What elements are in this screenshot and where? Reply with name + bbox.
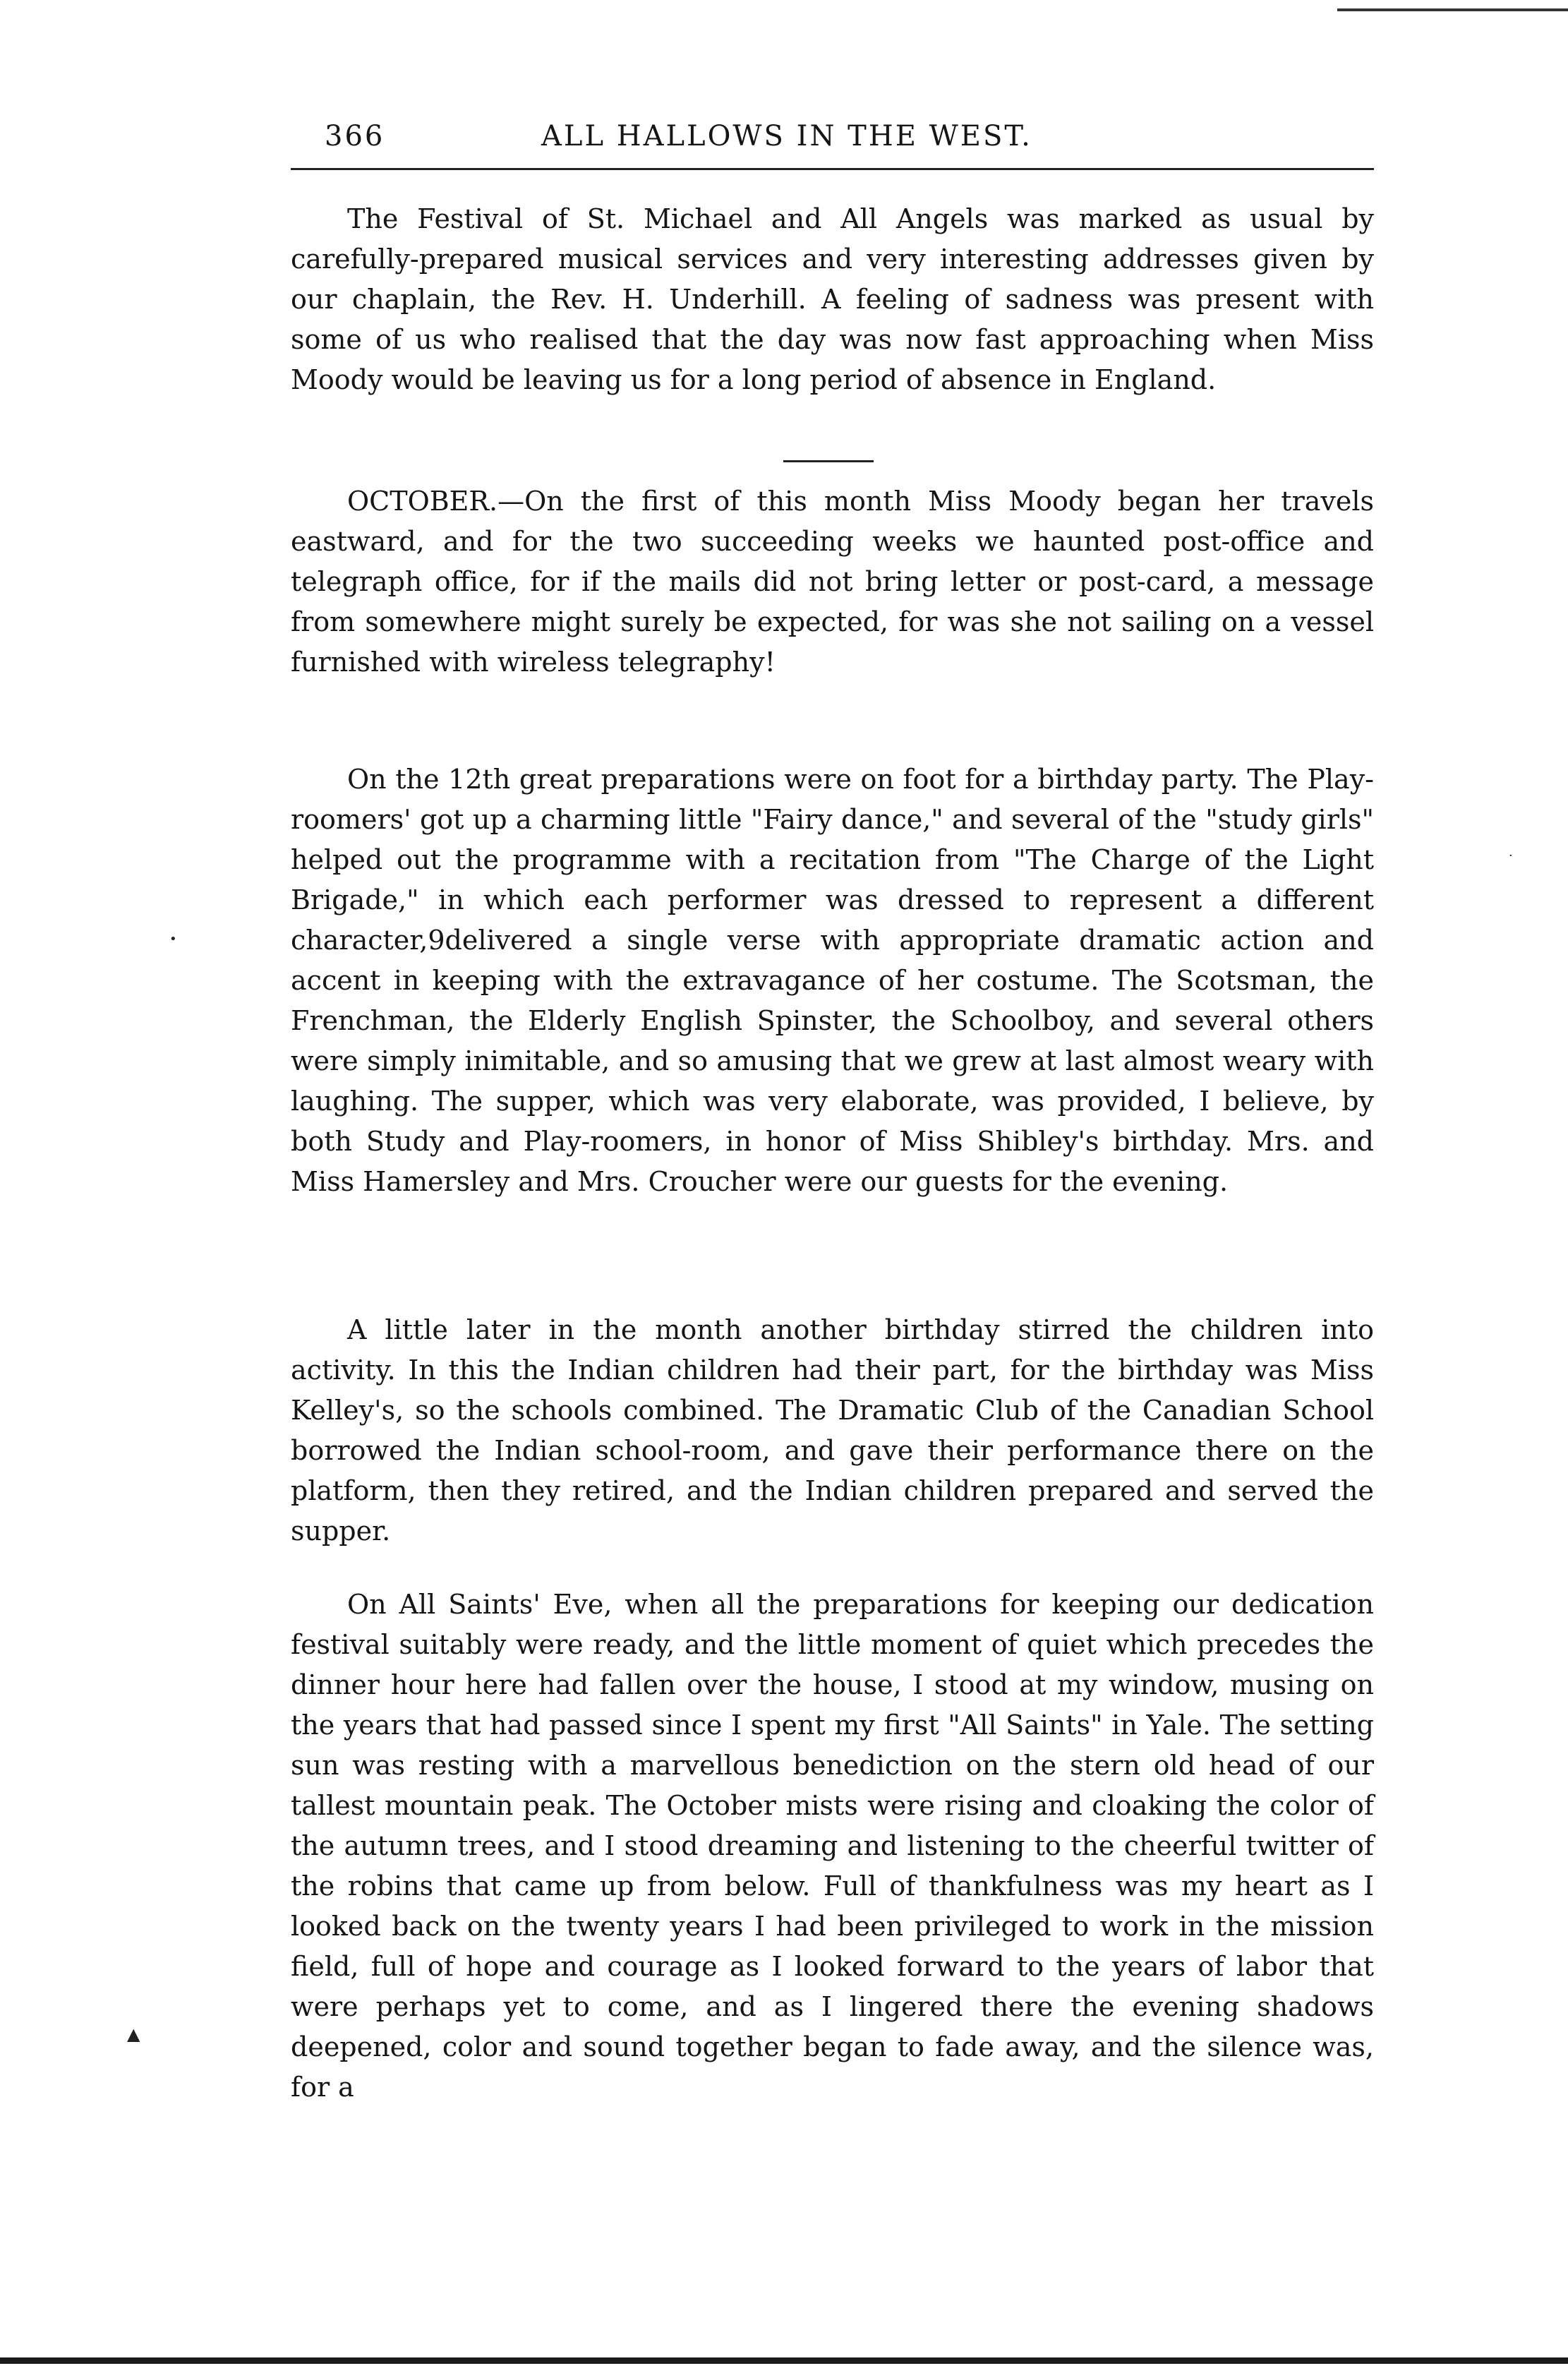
page-number: 366: [325, 120, 385, 152]
paragraph-text: On All Saints' Eve, when all the preparations for keeping our dedication festival suitably were ready, and the little moment of quiet which precedes the dinner hour here had fallen over the house, I stood at my window, musing on the years that had passed since I spent my first "All Saints" in Yale. The setting sun was resting with a marvellous benediction on the stern old head of our tallest mountain peak. The October mists were rising and cloaking the color of the autumn trees, and I stood dreaming and listening to the cheerful twitter of the robins that came up from below. Full of thankfulness was my heart as I looked back on the twenty years I had been privileged to work in the mission field, full of hope and courage as I looked forward to the years of labor that were perhaps yet to come, and as I lingered there the evening shadows deepened, color and sound together began to fade away, and the silence was, for a: [291, 1589, 1374, 2103]
header-rule: [291, 168, 1374, 170]
page-header: [291, 120, 1374, 169]
section-divider: [783, 460, 874, 462]
scan-speck: ▲: [127, 2024, 140, 2044]
scan-speck: ·: [1509, 848, 1513, 863]
paragraph-text: The Festival of St. Michael and All Angels was marked as usual by carefully-prepared musical services and very interesting addresses given by our chaplain, the Rev. H. Underhill. A feeling of sadness was present with some of us who realised that the day was now fast approaching when Miss Moody would be leaving us for a long period of absence in England.: [291, 203, 1374, 395]
paragraph-all-saints-eve: [291, 1585, 1374, 2108]
paragraph-festival: [291, 199, 1374, 400]
paragraph-text: On the 12th great preparations were on foot for a birthday party. The Play-roomers' got up a charming little "Fairy dance," and several of the "study girls" helped out the programme with a recitation from "The Charge of the Light Brigade," in which each performer was dressed to represent a different character,9delivered a single verse with appropriate dramatic action and accent in keeping with the extravagance of her costume. The Scotsman, the Frenchman, the Elderly English Spinster, the Schoolboy, and several others were simply inimitable, and so amusing that we grew at last almost weary with laughing. The supper, which was very elaborate, was provided, I believe, by both Study and Play-roomers, in honor of Miss Shibley's birthday. Mrs. and Miss Hamersley and Mrs. Croucher were our guests for the evening.: [291, 764, 1374, 1197]
paragraph-birthday-party: [291, 759, 1374, 1202]
bottom-rule: [0, 2357, 1568, 2364]
paragraph-text: A little later in the month another birthday stirred the children into activity. In this the Indian children had their part, for the birthday was Miss Kelley's, so the schools combined. The Dramatic Club of the Canadian School borrowed the Indian school-room, and gave their performance there on the platform, then they retired, and the Indian children prepared and served the supper.: [291, 1314, 1374, 1546]
paragraph-text: OCTOBER.—On the first of this month Miss Moody began her travels eastward, and for the two succeeding weeks we haunted post-office and telegraph office, for if the mails did not bring letter or post-card, a message from somewhere might surely be expected, for was she not sailing on a vessel furnished with wireless telegraphy!: [291, 486, 1374, 678]
scan-speck: •: [169, 932, 177, 947]
paragraph-october: [291, 481, 1374, 683]
paragraph-another-birthday: [291, 1310, 1374, 1551]
corner-rule: [1337, 8, 1568, 11]
running-title: ALL HALLOWS IN THE WEST.: [541, 120, 1032, 152]
